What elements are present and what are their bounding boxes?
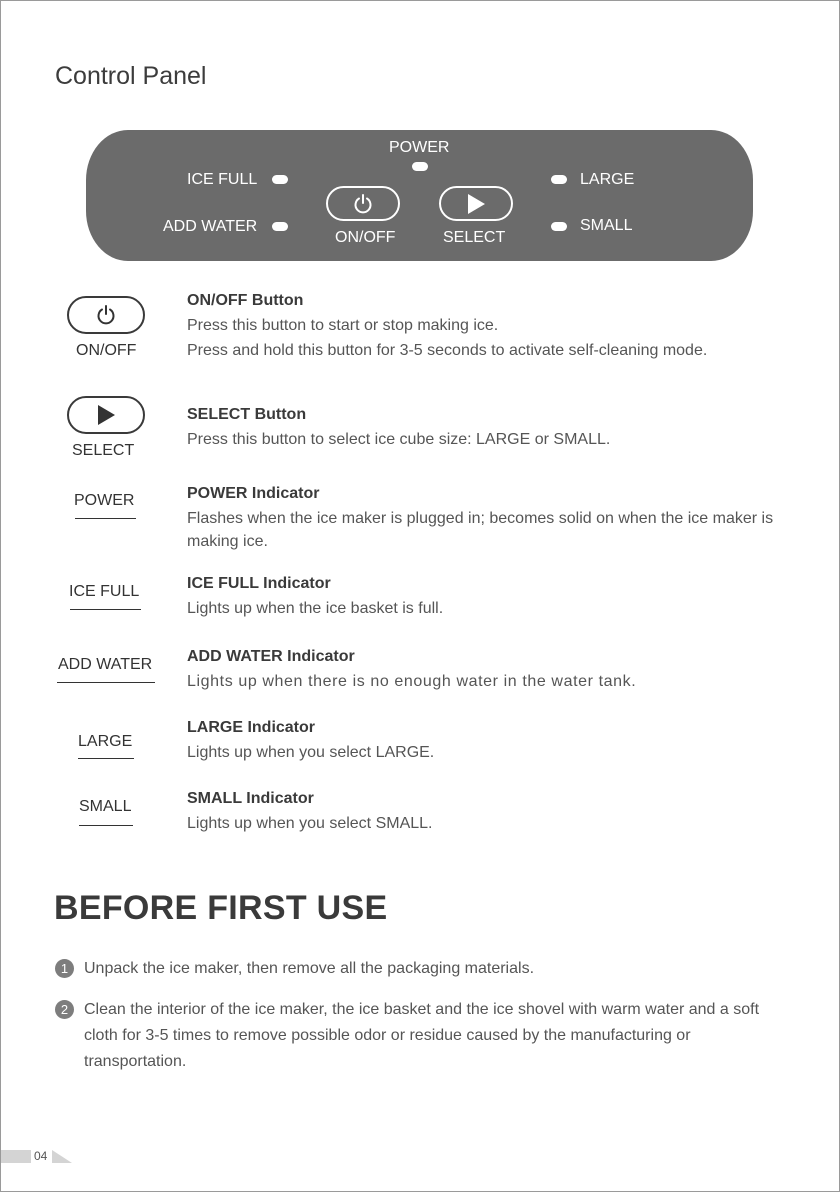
on-off-button-icon — [67, 296, 145, 334]
on-off-line-2: Press and hold this button for 3-5 seconds to activate self-cleaning mode. — [187, 342, 708, 359]
panel-on-off-button — [326, 186, 400, 221]
before-first-use-heading: BEFORE FIRST USE — [54, 889, 388, 927]
play-icon — [96, 404, 116, 426]
panel-select-label: SELECT — [443, 229, 506, 246]
panel-power-led — [412, 162, 428, 171]
large-title: LARGE Indicator — [187, 719, 316, 736]
step-2-text: Clean the interior of the ice maker, the ice basket and the ice shovel with warm water and a soft cloth for 3-5 times to remove possible odor or residue caused by the manufacturing or transportation. — [84, 1001, 760, 1070]
control-panel-illustration — [86, 130, 753, 261]
footer-triangle — [52, 1150, 72, 1163]
large-description: Lights up when you select LARGE. — [187, 744, 435, 761]
control-panel-heading: Control Panel — [55, 62, 207, 90]
panel-small-led — [551, 222, 567, 231]
page-number: 04 — [34, 1149, 48, 1163]
panel-large-label: LARGE — [580, 171, 635, 188]
step-1-number: 1 — [55, 959, 74, 978]
small-description: Lights up when you select SMALL. — [187, 815, 433, 832]
panel-select-button — [439, 186, 513, 221]
panel-on-off-label: ON/OFF — [335, 229, 396, 246]
small-key-label: SMALL — [79, 798, 132, 815]
ice-full-description: Lights up when the ice basket is full. — [187, 600, 444, 617]
power-underline — [75, 518, 136, 519]
ice-full-underline — [70, 609, 141, 610]
select-button-icon — [67, 396, 145, 434]
on-off-title: ON/OFF Button — [187, 292, 304, 309]
ice-full-title: ICE FULL Indicator — [187, 575, 331, 592]
panel-ice-full-led — [272, 175, 288, 184]
add-water-title: ADD WATER Indicator — [187, 648, 355, 665]
panel-add-water-label: ADD WATER — [163, 218, 258, 235]
select-description: Press this button to select ice cube size: LARGE or SMALL. — [187, 431, 611, 448]
small-title: SMALL Indicator — [187, 790, 314, 807]
small-underline — [79, 825, 133, 826]
panel-add-water-led — [272, 222, 288, 231]
on-off-description — [187, 314, 787, 362]
step-2-number: 2 — [55, 1000, 74, 1019]
power-key-label: POWER — [74, 492, 135, 509]
on-off-caption: ON/OFF — [76, 342, 137, 359]
panel-large-led — [551, 175, 567, 184]
footer-bar — [1, 1150, 31, 1163]
add-water-description: Lights up when there is no enough water in the water tank. — [187, 673, 637, 690]
power-description: Flashes when the ice maker is plugged in; becomes solid on when the ice maker is making ice. — [187, 510, 774, 550]
power-title: POWER Indicator — [187, 485, 320, 502]
add-water-key-label: ADD WATER — [58, 656, 153, 673]
power-icon — [352, 193, 374, 215]
large-underline — [78, 758, 134, 759]
large-key-label: LARGE — [78, 733, 133, 750]
step-1-text: Unpack the ice maker, then remove all the packaging materials. — [84, 960, 535, 977]
on-off-line-1: Press this button to start or stop making ice. — [187, 317, 499, 334]
ice-full-key-label: ICE FULL — [69, 583, 140, 600]
select-title: SELECT Button — [187, 406, 307, 423]
panel-small-label: SMALL — [580, 217, 633, 234]
play-icon — [466, 193, 486, 215]
panel-ice-full-label: ICE FULL — [187, 171, 258, 188]
select-caption: SELECT — [72, 442, 135, 459]
add-water-underline — [57, 682, 155, 683]
power-icon — [95, 304, 117, 326]
panel-power-label: POWER — [389, 139, 450, 156]
